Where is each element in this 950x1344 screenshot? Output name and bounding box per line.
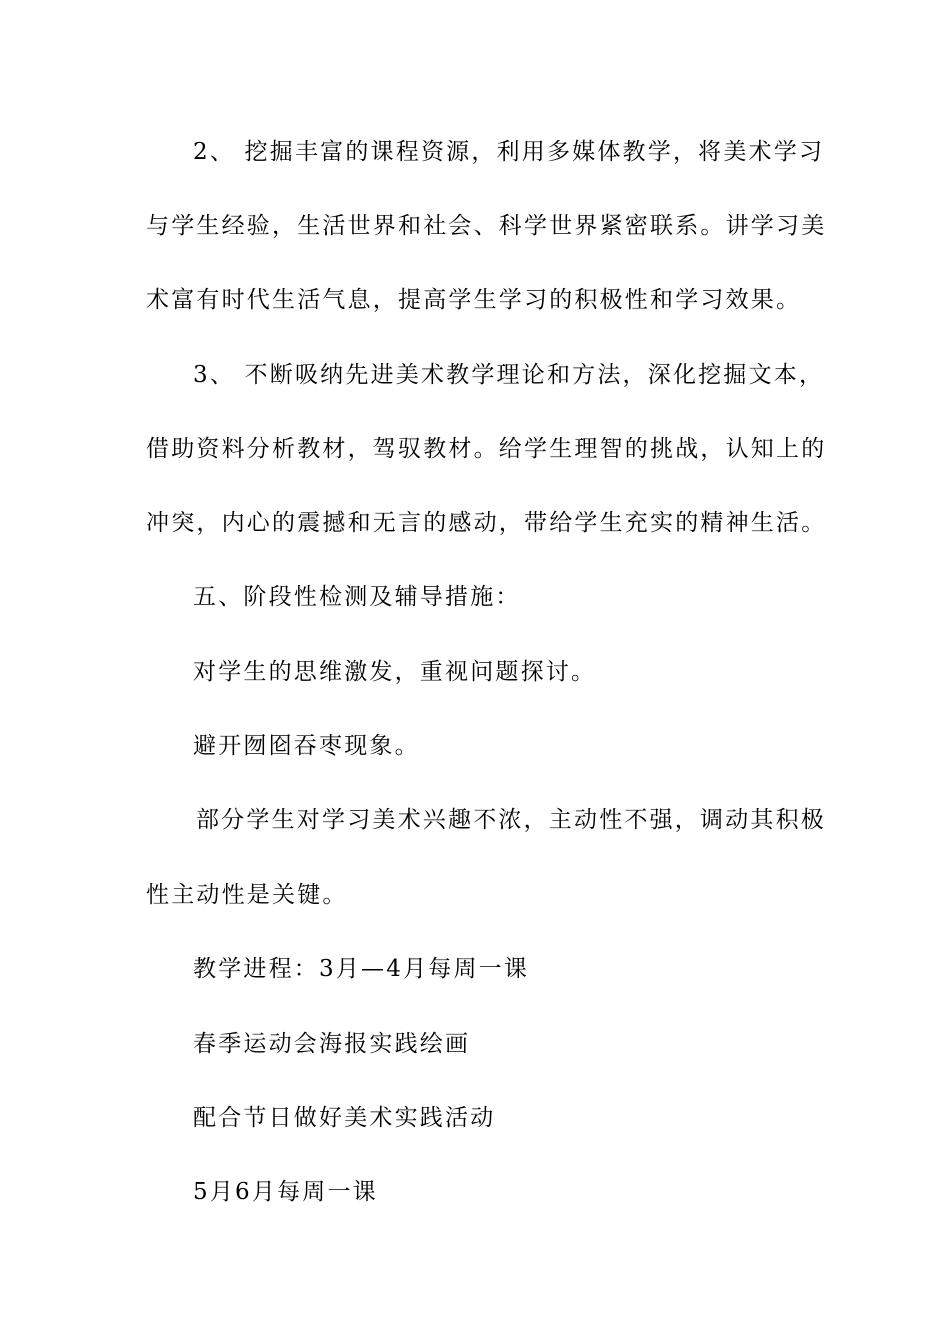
measure-line-1: 对学生的思维激发，重视问题探讨。 [193, 659, 597, 685]
paragraph-2-line-2: 与学生经验，生活世界和社会、科学世界紧密联系。讲学习美 [146, 213, 827, 239]
schedule-line-1: 教学进程：3月—4月每周一课 [193, 956, 530, 982]
measure-paragraph-line-1: 部分学生对学习美术兴趣不浓，主动性不强，调动其积极 [196, 807, 826, 833]
measure-line-2: 避开囫囵吞枣现象。 [193, 733, 420, 759]
schedule-line-3: 配合节日做好美术实践活动 [193, 1105, 496, 1131]
paragraph-3-line-1: 3、 不断吸纳先进美术教学理论和方法，深化挖掘文本， [193, 362, 825, 388]
paragraph-2-line-1: 2、 挖掘丰富的课程资源，利用多媒体教学，将美术学习 [193, 139, 825, 165]
paragraph-3-line-3: 冲突，内心的震撼和无言的感动，带给学生充实的精神生活。 [146, 510, 827, 536]
measure-paragraph-line-2: 性主动性是关键。 [146, 882, 348, 908]
paragraph-2-line-3: 术富有时代生活气息，提高学生学习的积极性和学习效果。 [146, 287, 802, 313]
schedule-line-2: 春季运动会海报实践绘画 [193, 1031, 471, 1057]
paragraph-3-line-2: 借助资料分析教材，驾驭教材。给学生理智的挑战，认知上的 [146, 436, 827, 462]
schedule-line-4: 5月6月每周一课 [193, 1179, 378, 1205]
section-heading-5: 五、阶段性检测及辅导措施： [193, 584, 521, 610]
